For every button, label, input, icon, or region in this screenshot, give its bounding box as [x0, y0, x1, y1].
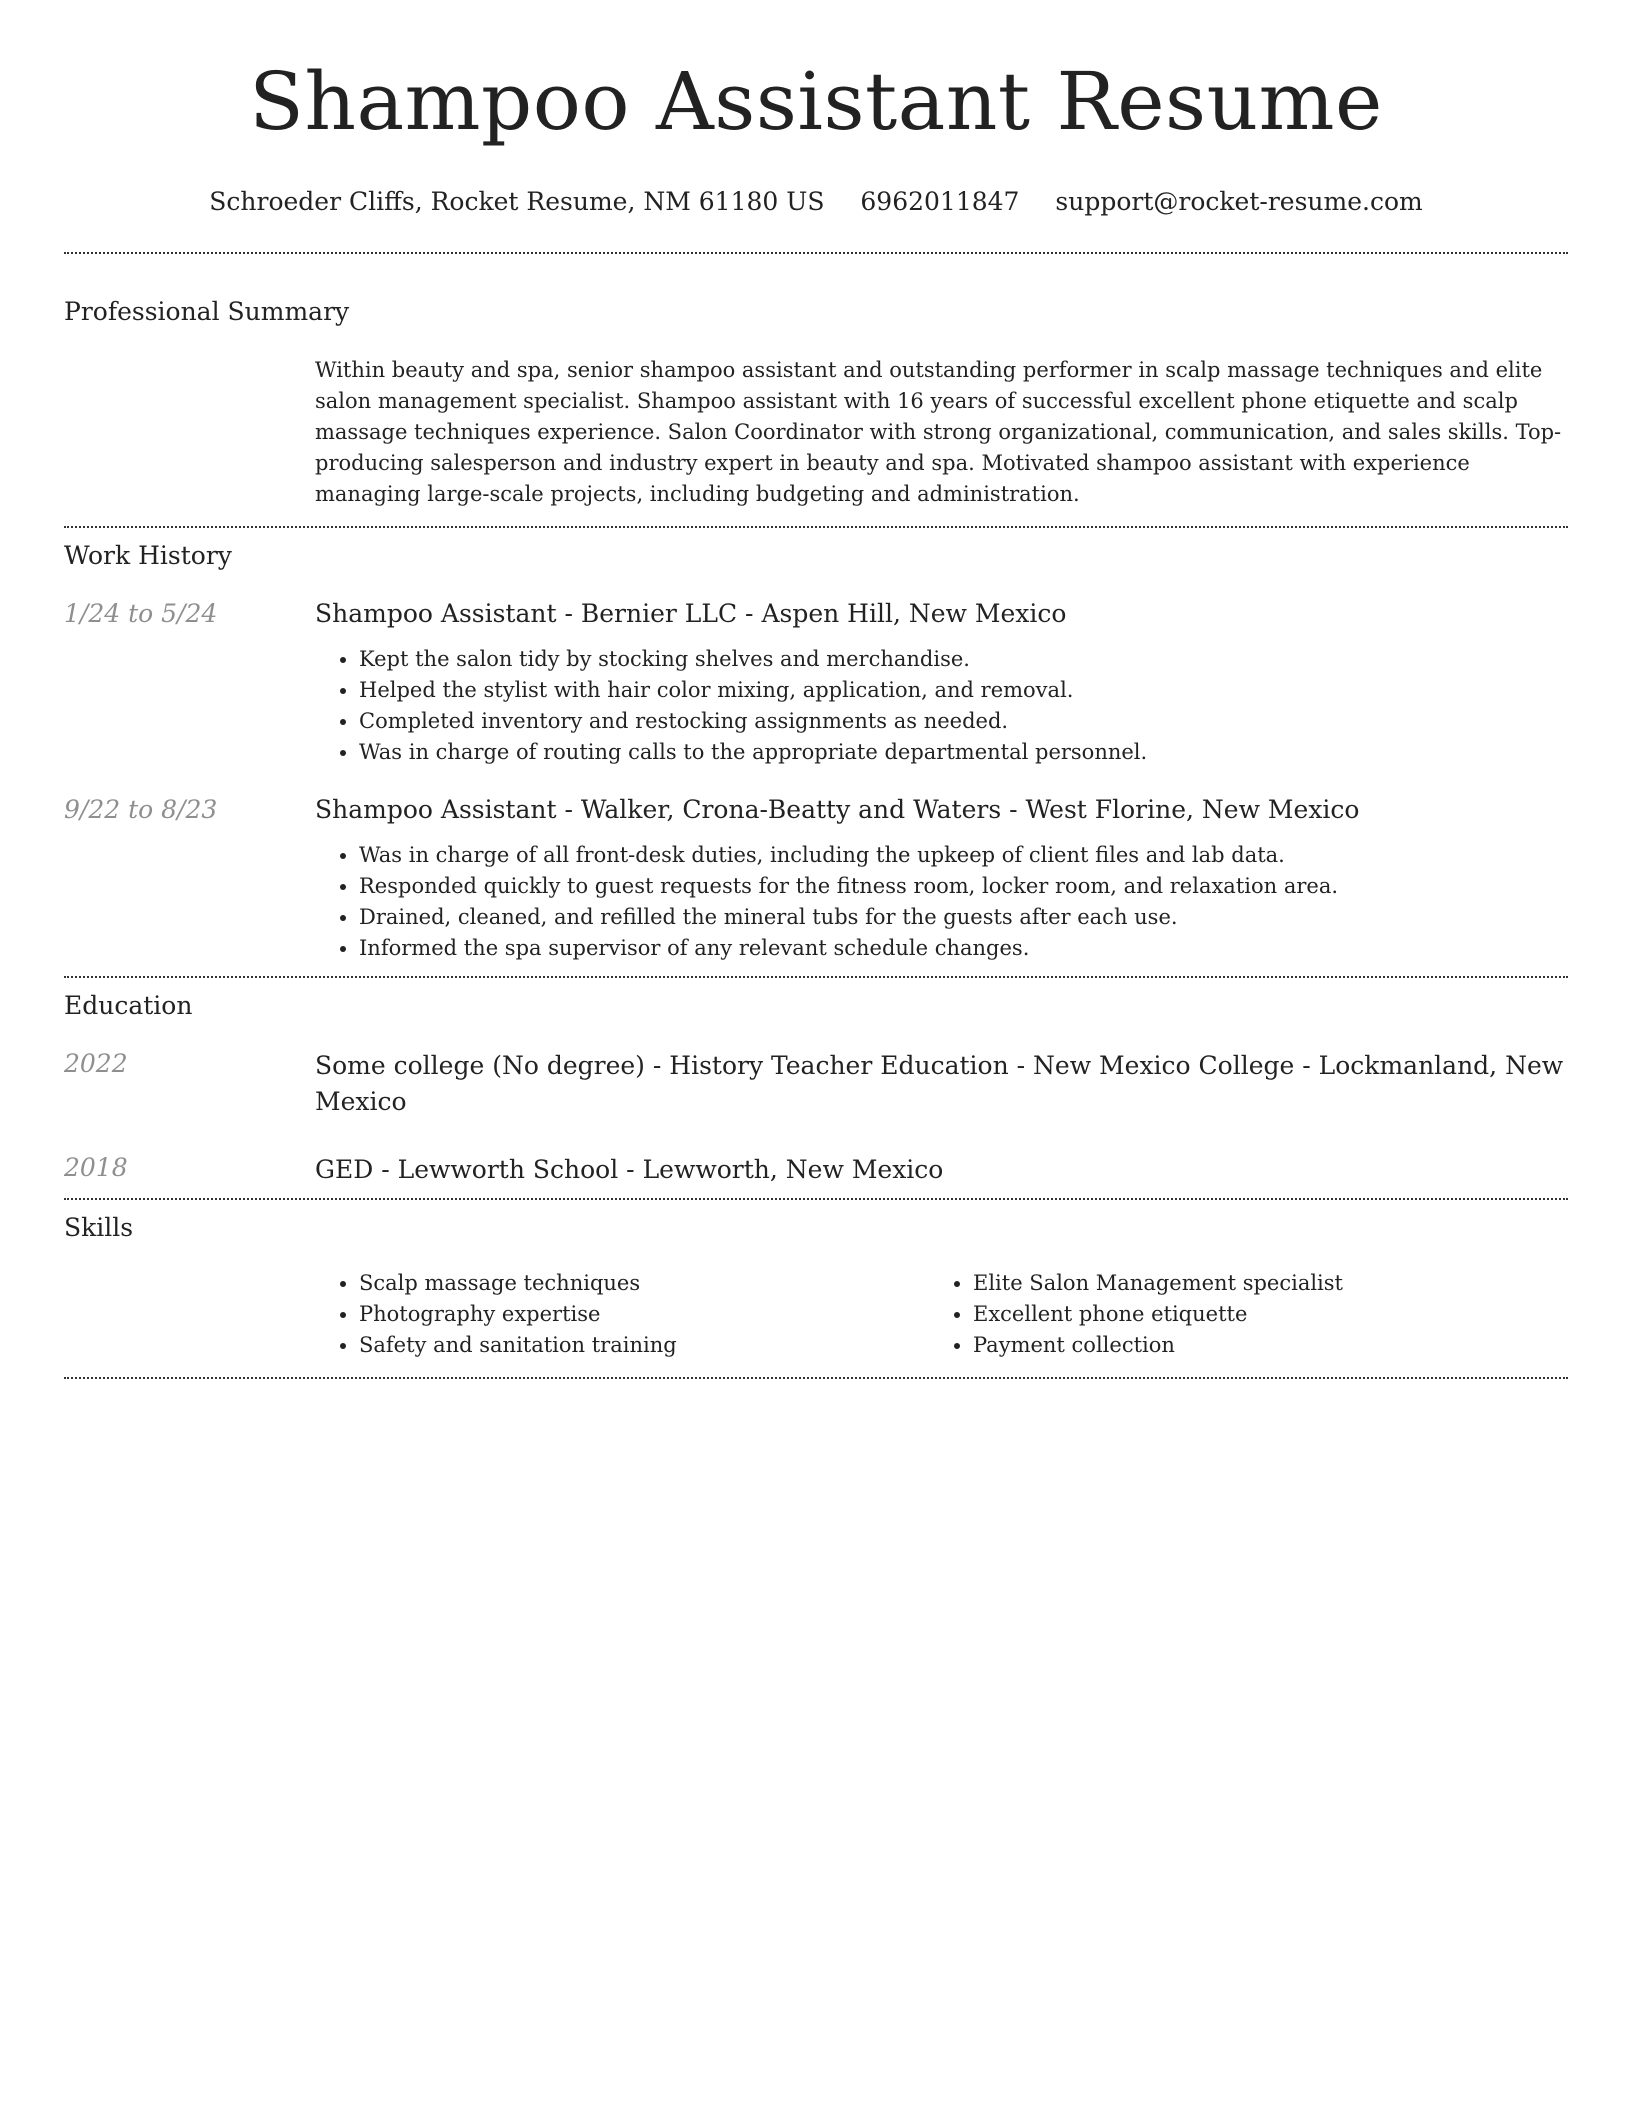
job-role: Shampoo Assistant	[315, 795, 557, 824]
list-item: • Photography expertise	[359, 1299, 929, 1330]
list-item: • Drained, cleaned, and refilled the mineral tubs for the guests after each use.	[359, 902, 1568, 933]
list-item: • Responded quickly to guest requests for the fitness room, locker room, and relaxation area.	[359, 871, 1568, 902]
work-history-section	[64, 528, 1568, 976]
education-section	[64, 978, 1568, 1198]
job-entry	[64, 598, 1568, 768]
list-item: • Helped the stylist with hair color mixing, application, and removal.	[359, 675, 1568, 706]
skills-grid	[315, 1268, 1568, 1361]
job-entry	[64, 794, 1568, 964]
contact-phone: 6962011847	[860, 187, 1020, 216]
contact-email: support@rocket-resume.com	[1055, 187, 1423, 216]
summary-section	[64, 254, 1568, 526]
education-heading: Education	[64, 991, 193, 1020]
summary-heading: Professional Summary	[64, 297, 350, 326]
work-history-heading: Work History	[64, 541, 232, 570]
list-item: • Excellent phone etiquette	[973, 1299, 1543, 1330]
education-year: 2022	[64, 1049, 128, 1078]
list-item: • Elite Salon Management specialist	[973, 1268, 1543, 1299]
job-duties	[315, 840, 1568, 964]
job-employer: - Bernier LLC - Aspen Hill, New Mexico	[556, 599, 1067, 628]
section-divider	[64, 1377, 1568, 1379]
education-entry	[64, 1048, 1568, 1120]
school-details: - New Mexico College - Lockmanland, New Mexico	[315, 1051, 1564, 1116]
list-item: • Scalp massage techniques	[359, 1268, 929, 1299]
list-item: • Safety and sanitation training	[359, 1330, 929, 1361]
job-heading	[315, 598, 1568, 630]
education-degree	[315, 1152, 1568, 1188]
education-year: 2018	[64, 1153, 128, 1182]
list-item: • Payment collection	[973, 1330, 1543, 1361]
job-employer: - Walker, Crona-Beatty and Waters - West Florine, New Mexico	[556, 795, 1360, 824]
list-item: • Was in charge of all front-desk duties, including the upkeep of client files and lab data.	[359, 840, 1568, 871]
job-heading	[315, 794, 1568, 826]
list-item: • Completed inventory and restocking assignments as needed.	[359, 706, 1568, 737]
degree-name: GED	[315, 1155, 374, 1184]
summary-text: Within beauty and spa, senior shampoo assistant and outstanding performer in scalp massage techniques and elite salon management specialist. Shampoo assistant with 16 years of successful excellent phone etiquette and scalp massage techniques experience. Salon Coordinator with strong organizational, communication, and sales skills. Top-producing salesperson and industry expert in beauty and spa. Motivated shampoo assistant with experience managing large-scale projects, including budgeting and administration.	[315, 358, 1562, 506]
resume-header	[64, 0, 1568, 218]
job-duties	[315, 644, 1568, 768]
resume-title: Shampoo Assistant Resume	[249, 55, 1383, 148]
skills-list-left	[315, 1268, 929, 1361]
contact-address: Schroeder Cliffs, Rocket Resume, NM 61180 US	[209, 187, 825, 216]
list-item: • Was in charge of routing calls to the appropriate departmental personnel.	[359, 737, 1568, 768]
school-details: - Lewworth School - Lewworth, New Mexico	[373, 1155, 944, 1184]
skills-list-right	[929, 1268, 1543, 1361]
list-item: • Informed the spa supervisor of any relevant schedule changes.	[359, 933, 1568, 964]
skills-section	[64, 1200, 1568, 1377]
education-entry	[64, 1152, 1568, 1188]
job-dates: 1/24 to 5/24	[64, 599, 218, 628]
list-item: • Kept the salon tidy by stocking shelves and merchandise.	[359, 644, 1568, 675]
job-role: Shampoo Assistant	[315, 599, 557, 628]
contact-line	[64, 186, 1568, 218]
degree-name: Some college (No degree) - History Teacher Education	[315, 1051, 1009, 1080]
skills-heading: Skills	[64, 1213, 134, 1242]
job-dates: 9/22 to 8/23	[64, 795, 218, 824]
education-degree	[315, 1048, 1568, 1120]
